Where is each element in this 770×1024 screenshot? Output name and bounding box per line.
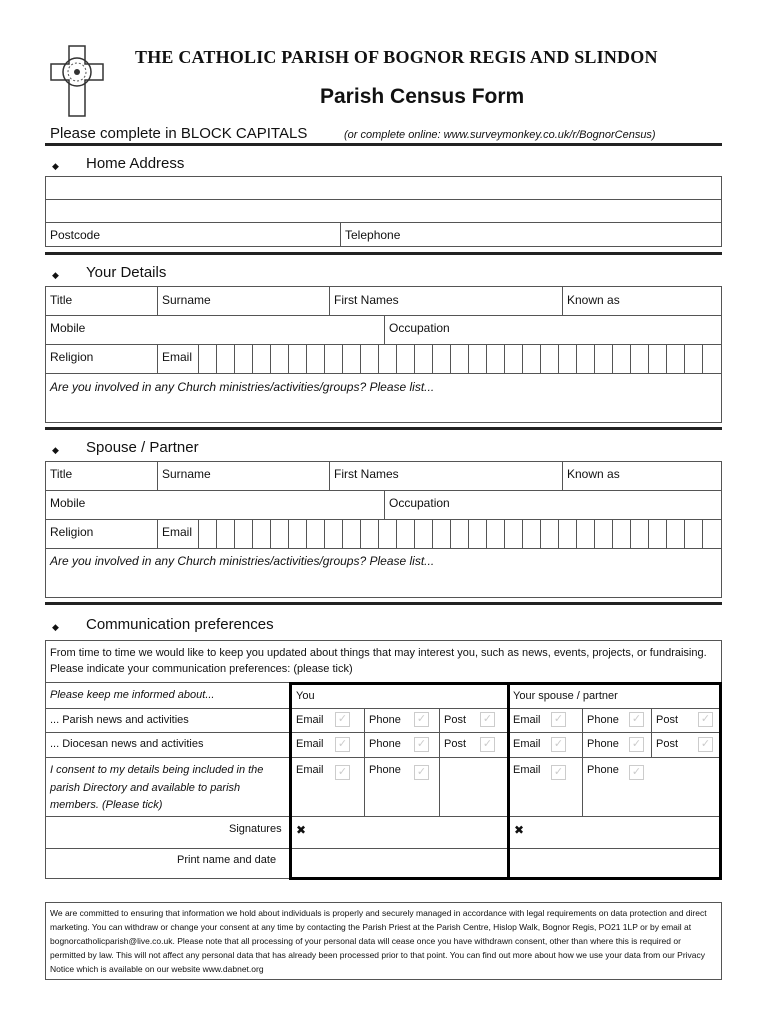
spouse-parish-email-label: Email [513, 714, 541, 726]
block-capitals-instruction: Please complete in BLOCK CAPITALS [50, 125, 308, 142]
consent-label: I consent to my details being included in the parish Directory and available to parish members. (Please tick) [50, 764, 264, 811]
spouse-diocesan-phone-checkbox[interactable]: ✓ [629, 737, 644, 752]
spouse-email-field[interactable] [157, 519, 722, 549]
col-line [651, 708, 652, 757]
spouse-diocesan-post-checkbox[interactable]: ✓ [698, 737, 713, 752]
spouse-parish-phone-checkbox[interactable]: ✓ [629, 712, 644, 727]
parish-title: THE CATHOLIC PARISH OF BOGNOR REGIS AND SLINDON [135, 47, 658, 67]
spouse-mobile-label: Mobile [50, 496, 86, 510]
surname-label: Surname [162, 293, 211, 307]
you-parish-email-label: Email [296, 714, 324, 726]
section-divider [45, 427, 722, 430]
spouse-print-name-field[interactable] [510, 850, 719, 877]
you-signature-field[interactable] [292, 818, 506, 847]
spouse-occupation-label: Occupation [389, 496, 450, 510]
occupation-label: Occupation [389, 321, 450, 335]
signatures-label: Signatures [229, 823, 282, 835]
email-label: Email [162, 350, 193, 364]
spouse-parish-post-checkbox[interactable]: ✓ [698, 712, 713, 727]
you-header: You [296, 690, 315, 702]
section-divider [45, 602, 722, 605]
ministries-prompt: Are you involved in any Church ministries/activities/groups? Please list... [50, 380, 435, 394]
spouse-ministries-prompt: Are you involved in any Church ministries/activities/groups? Please list... [50, 554, 435, 568]
spouse-signature-mark-icon: ✖ [514, 823, 525, 837]
you-parish-email-checkbox[interactable]: ✓ [335, 712, 350, 727]
spouse-parish-email-checkbox[interactable]: ✓ [551, 712, 566, 727]
spouse-header: Your spouse / partner [513, 690, 618, 702]
mobile-field[interactable] [45, 315, 385, 345]
you-diocesan-phone-checkbox[interactable]: ✓ [414, 737, 429, 752]
you-consent-phone-checkbox[interactable]: ✓ [414, 765, 429, 780]
you-diocesan-post-checkbox[interactable]: ✓ [480, 737, 495, 752]
your-details-heading: Your Details [86, 264, 167, 281]
spouse-email-label: Email [162, 525, 193, 539]
bullet-icon: ◆ [52, 270, 59, 280]
spouse-parish-post-label: Post [656, 714, 679, 726]
you-diocesan-email-checkbox[interactable]: ✓ [335, 737, 350, 752]
spouse-consent-email-checkbox[interactable]: ✓ [551, 765, 566, 780]
spouse-religion-label: Religion [50, 525, 94, 539]
email-field[interactable] [157, 344, 722, 374]
bullet-icon: ◆ [52, 622, 59, 632]
you-consent-phone-label: Phone [369, 764, 401, 776]
bullet-icon: ◆ [52, 445, 59, 455]
col-line [439, 708, 440, 816]
diocesan-news-label: ... Diocesan news and activities [50, 738, 204, 750]
you-diocesan-phone-label: Phone [369, 738, 401, 750]
header-divider [45, 143, 722, 146]
spouse-surname-label: Surname [162, 467, 211, 481]
online-note: (or complete online: www.surveymonkey.co.uk/r/BognorCensus) [344, 129, 656, 141]
you-parish-post-label: Post [444, 714, 467, 726]
you-consent-email-checkbox[interactable]: ✓ [335, 765, 350, 780]
spouse-first-names-label: First Names [334, 467, 399, 481]
bullet-icon: ◆ [52, 161, 59, 171]
spouse-diocesan-email-label: Email [513, 738, 541, 750]
you-parish-phone-label: Phone [369, 714, 401, 726]
title-label: Title [50, 293, 73, 307]
known-as-label: Known as [567, 293, 620, 307]
first-names-label: First Names [334, 293, 399, 307]
print-name-label: Print name and date [177, 854, 277, 866]
telephone-label: Telephone [345, 228, 401, 242]
spouse-consent-phone-label: Phone [587, 764, 619, 776]
spouse-title-label: Title [50, 467, 73, 481]
parish-news-label: ... Parish news and activities [50, 714, 189, 726]
spouse-diocesan-email-checkbox[interactable]: ✓ [551, 737, 566, 752]
address-line-1[interactable] [45, 176, 722, 200]
you-print-name-field[interactable] [292, 850, 506, 877]
home-address-heading: Home Address [86, 155, 185, 172]
spouse-diocesan-phone-label: Phone [587, 738, 619, 750]
spouse-signature-field[interactable] [510, 818, 719, 847]
parish-cross-logo [45, 44, 109, 120]
spouse-known-as-label: Known as [567, 467, 620, 481]
you-parish-phone-checkbox[interactable]: ✓ [414, 712, 429, 727]
address-line-2[interactable] [45, 199, 722, 223]
mobile-label: Mobile [50, 321, 86, 335]
comms-heading: Communication preferences [86, 616, 274, 633]
spouse-parish-phone-label: Phone [587, 714, 619, 726]
you-signature-mark-icon: ✖ [296, 823, 307, 837]
keep-informed-label: Please keep me informed about... [50, 689, 215, 701]
privacy-notice-text: We are committed to ensuring that information we hold about individuals is properly and securely managed in accordance with legal requirements on data protection and direct marketing. You can withdraw or change your consent at any time by contacting the Parish Priest at the Parish Centre, Hislop Walk, Bognor Regis, PO21 1LP or by email at bognorcatholicparish@live.co.uk. Please note that all processing of your personal data will cease once you have withdrawn consent, other than where this is required or permitted by law. This will not affect any personal data that has already been processed prior to that point. You can find out more about how we use your data from our Privacy Notice which is available on our website www.dabnet.org [50, 908, 707, 974]
spouse-mobile-field[interactable] [45, 490, 385, 520]
spouse-diocesan-post-label: Post [656, 738, 679, 750]
section-divider [45, 252, 722, 255]
col-line [364, 708, 365, 816]
you-diocesan-post-label: Post [444, 738, 467, 750]
you-parish-post-checkbox[interactable]: ✓ [480, 712, 495, 727]
spouse-heading: Spouse / Partner [86, 439, 199, 456]
religion-label: Religion [50, 350, 94, 364]
form-title: Parish Census Form [320, 85, 525, 108]
comms-intro: From time to time we would like to keep you updated about things that may interest you, such as news, events, projects, or fundraising. Please indicate your communication preferences: (please tick) [50, 647, 707, 675]
col-line [582, 708, 583, 816]
postcode-label: Postcode [50, 228, 101, 242]
you-consent-email-label: Email [296, 764, 324, 776]
spouse-consent-phone-checkbox[interactable]: ✓ [629, 765, 644, 780]
spouse-consent-email-label: Email [513, 764, 541, 776]
you-diocesan-email-label: Email [296, 738, 324, 750]
